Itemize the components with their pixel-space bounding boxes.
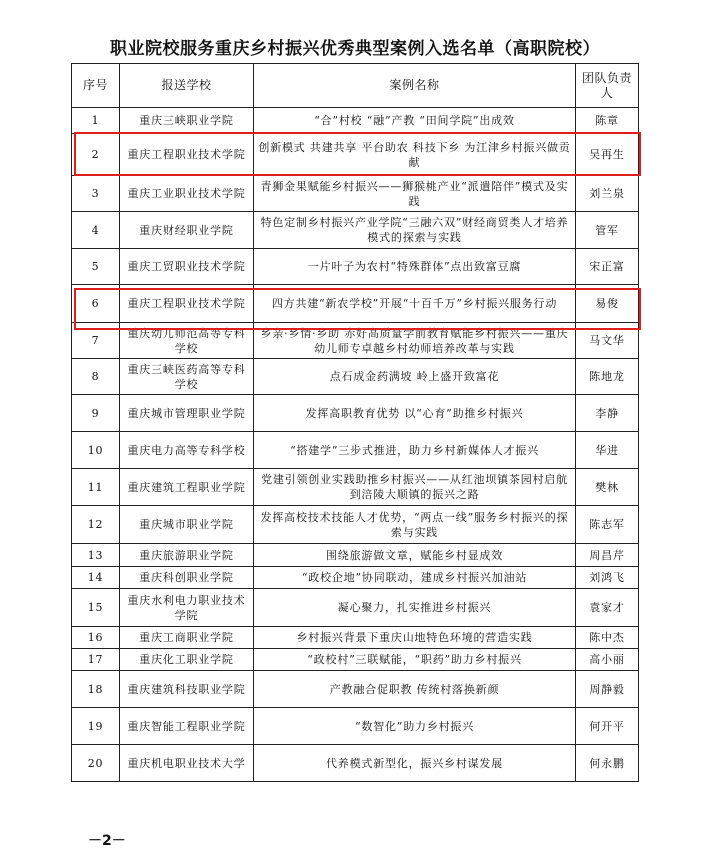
row-school: 重庆工程职业技术学院	[120, 285, 254, 323]
row-leader: 高小丽	[576, 649, 639, 671]
table-row	[72, 134, 639, 176]
row-seq: 16	[72, 627, 120, 649]
row-case: “搭建学”三步式推进，助力乡村新媒体人才振兴	[254, 432, 576, 469]
row-leader: 马文华	[576, 323, 639, 359]
row-school: 重庆三峡职业学院	[120, 108, 254, 134]
table-row	[72, 176, 639, 212]
row-case: 产教融合促职教 传统村落换新颜	[254, 671, 576, 708]
row-leader: 樊林	[576, 469, 639, 506]
header-school: 报送学校	[120, 64, 254, 108]
row-seq: 8	[72, 359, 120, 395]
row-seq: 5	[72, 249, 120, 285]
row-leader: 陈章	[576, 108, 639, 134]
row-school: 重庆幼儿师范高等专科学校	[120, 323, 254, 359]
row-school: 重庆智能工程职业学院	[120, 708, 254, 745]
row-seq: 12	[72, 506, 120, 544]
row-case: 青狮金果赋能乡村振兴——狮猴桃产业“派遣陪伴”模式及实践	[254, 176, 576, 212]
page-title: 职业院校服务重庆乡村振兴优秀典型案例入选名单（高职院校）	[110, 39, 600, 59]
row-case: 围绕旅游做文章，赋能乡村显成效	[254, 544, 576, 567]
row-leader: 刘兰泉	[576, 176, 639, 212]
row-school: 重庆工程职业技术学院	[120, 134, 254, 176]
page-number: －2－	[88, 833, 126, 849]
row-school: 重庆工业职业技术学院	[120, 176, 254, 212]
row-leader: 袁家才	[576, 589, 639, 627]
table-row	[72, 359, 639, 395]
row-case: 乡亲·乡情·乡助 赤好高质量学前教育赋能乡村振兴——重庆幼儿师专卓越乡村幼师培养改革与实践	[254, 323, 576, 359]
row-school: 重庆旅游职业学院	[120, 544, 254, 567]
row-school: 重庆建筑科技职业学院	[120, 671, 254, 708]
row-seq: 14	[72, 567, 120, 589]
table-row	[72, 589, 639, 627]
row-case: “合”村校 “融”产教 “田间学院”出成效	[254, 108, 576, 134]
table-row	[72, 708, 639, 745]
row-seq: 3	[72, 176, 120, 212]
row-school: 重庆建筑工程职业学院	[120, 469, 254, 506]
row-leader: 陈地龙	[576, 359, 639, 395]
row-leader: 陈中杰	[576, 627, 639, 649]
row-seq: 4	[72, 212, 120, 249]
row-case: “政校企地”协同联动，建成乡村振兴加油站	[254, 567, 576, 589]
row-seq: 18	[72, 671, 120, 708]
row-case: 凝心聚力，扎实推进乡村振兴	[254, 589, 576, 627]
row-school: 重庆电力高等专科学校	[120, 432, 254, 469]
row-leader: 华进	[576, 432, 639, 469]
row-leader: 管军	[576, 212, 639, 249]
table-row	[72, 108, 639, 134]
row-leader: 刘鸿飞	[576, 567, 639, 589]
row-school: 重庆城市职业学院	[120, 506, 254, 544]
row-seq: 20	[72, 745, 120, 782]
table-row	[72, 395, 639, 432]
row-seq: 11	[72, 469, 120, 506]
row-leader: 何永鹏	[576, 745, 639, 782]
row-case: 创新模式 共建共享 平台助农 科技下乡 为江津乡村振兴做贡献	[254, 134, 576, 176]
row-leader: 宋正富	[576, 249, 639, 285]
row-seq: 9	[72, 395, 120, 432]
table-row	[72, 649, 639, 671]
table-row	[72, 285, 639, 323]
row-case: 代养模式新型化，振兴乡村谋发展	[254, 745, 576, 782]
row-school: 重庆科创职业学院	[120, 567, 254, 589]
table-row	[72, 627, 639, 649]
row-school: 重庆水利电力职业技术学院	[120, 589, 254, 627]
row-school: 重庆三峡医药高等专科学校	[120, 359, 254, 395]
header-seq: 序号	[72, 64, 120, 108]
row-leader: 周静毅	[576, 671, 639, 708]
selection-table	[71, 63, 639, 782]
table-row	[72, 249, 639, 285]
row-case: 特色定制乡村振兴产业学院“三融六双”财经商贸类人才培养模式的探索与实践	[254, 212, 576, 249]
row-leader: 李静	[576, 395, 639, 432]
table-row	[72, 469, 639, 506]
header-case: 案例名称	[254, 64, 576, 108]
table-row	[72, 567, 639, 589]
row-case: 乡村振兴背景下重庆山地特色环境的营造实践	[254, 627, 576, 649]
header-leader: 团队负责人	[576, 64, 639, 108]
table-row	[72, 671, 639, 708]
table-row	[72, 432, 639, 469]
row-case: “数智化”助力乡村振兴	[254, 708, 576, 745]
table-row	[72, 544, 639, 567]
row-seq: 15	[72, 589, 120, 627]
row-school: 重庆财经职业学院	[120, 212, 254, 249]
row-school: 重庆工商职业学院	[120, 627, 254, 649]
row-leader: 陈志军	[576, 506, 639, 544]
row-school: 重庆机电职业技术大学	[120, 745, 254, 782]
table-row	[72, 745, 639, 782]
table-row	[72, 212, 639, 249]
row-case: “政校村”三联赋能，“职药”助力乡村振兴	[254, 649, 576, 671]
row-case: 发挥高校技术技能人才优势，“两点一线”服务乡村振兴的探索与实践	[254, 506, 576, 544]
row-school: 重庆城市管理职业学院	[120, 395, 254, 432]
row-seq: 2	[72, 134, 120, 176]
row-case: 发挥高职教育优势 以“心育”助推乡村振兴	[254, 395, 576, 432]
row-case: 党建引领创业实践助推乡村振兴——从红池坝镇茶园村启航到涪陵大顺镇的振兴之路	[254, 469, 576, 506]
row-school: 重庆化工职业学院	[120, 649, 254, 671]
row-seq: 10	[72, 432, 120, 469]
row-seq: 13	[72, 544, 120, 567]
row-seq: 7	[72, 323, 120, 359]
row-seq: 6	[72, 285, 120, 323]
row-seq: 17	[72, 649, 120, 671]
row-leader: 易俊	[576, 285, 639, 323]
row-leader: 周昌芹	[576, 544, 639, 567]
row-school: 重庆工贸职业技术学院	[120, 249, 254, 285]
row-case: 点石成金药满坡 岭上盛开致富花	[254, 359, 576, 395]
table-header-row	[72, 64, 639, 108]
row-case: 一片叶子为农村“特殊群体”点出致富豆腐	[254, 249, 576, 285]
row-seq: 1	[72, 108, 120, 134]
row-seq: 19	[72, 708, 120, 745]
table-row	[72, 506, 639, 544]
row-case: 四方共建“新农学校”开展“十百千万”乡村振兴服务行动	[254, 285, 576, 323]
table-row	[72, 323, 639, 359]
row-leader: 吴再生	[576, 134, 639, 176]
row-leader: 何开平	[576, 708, 639, 745]
